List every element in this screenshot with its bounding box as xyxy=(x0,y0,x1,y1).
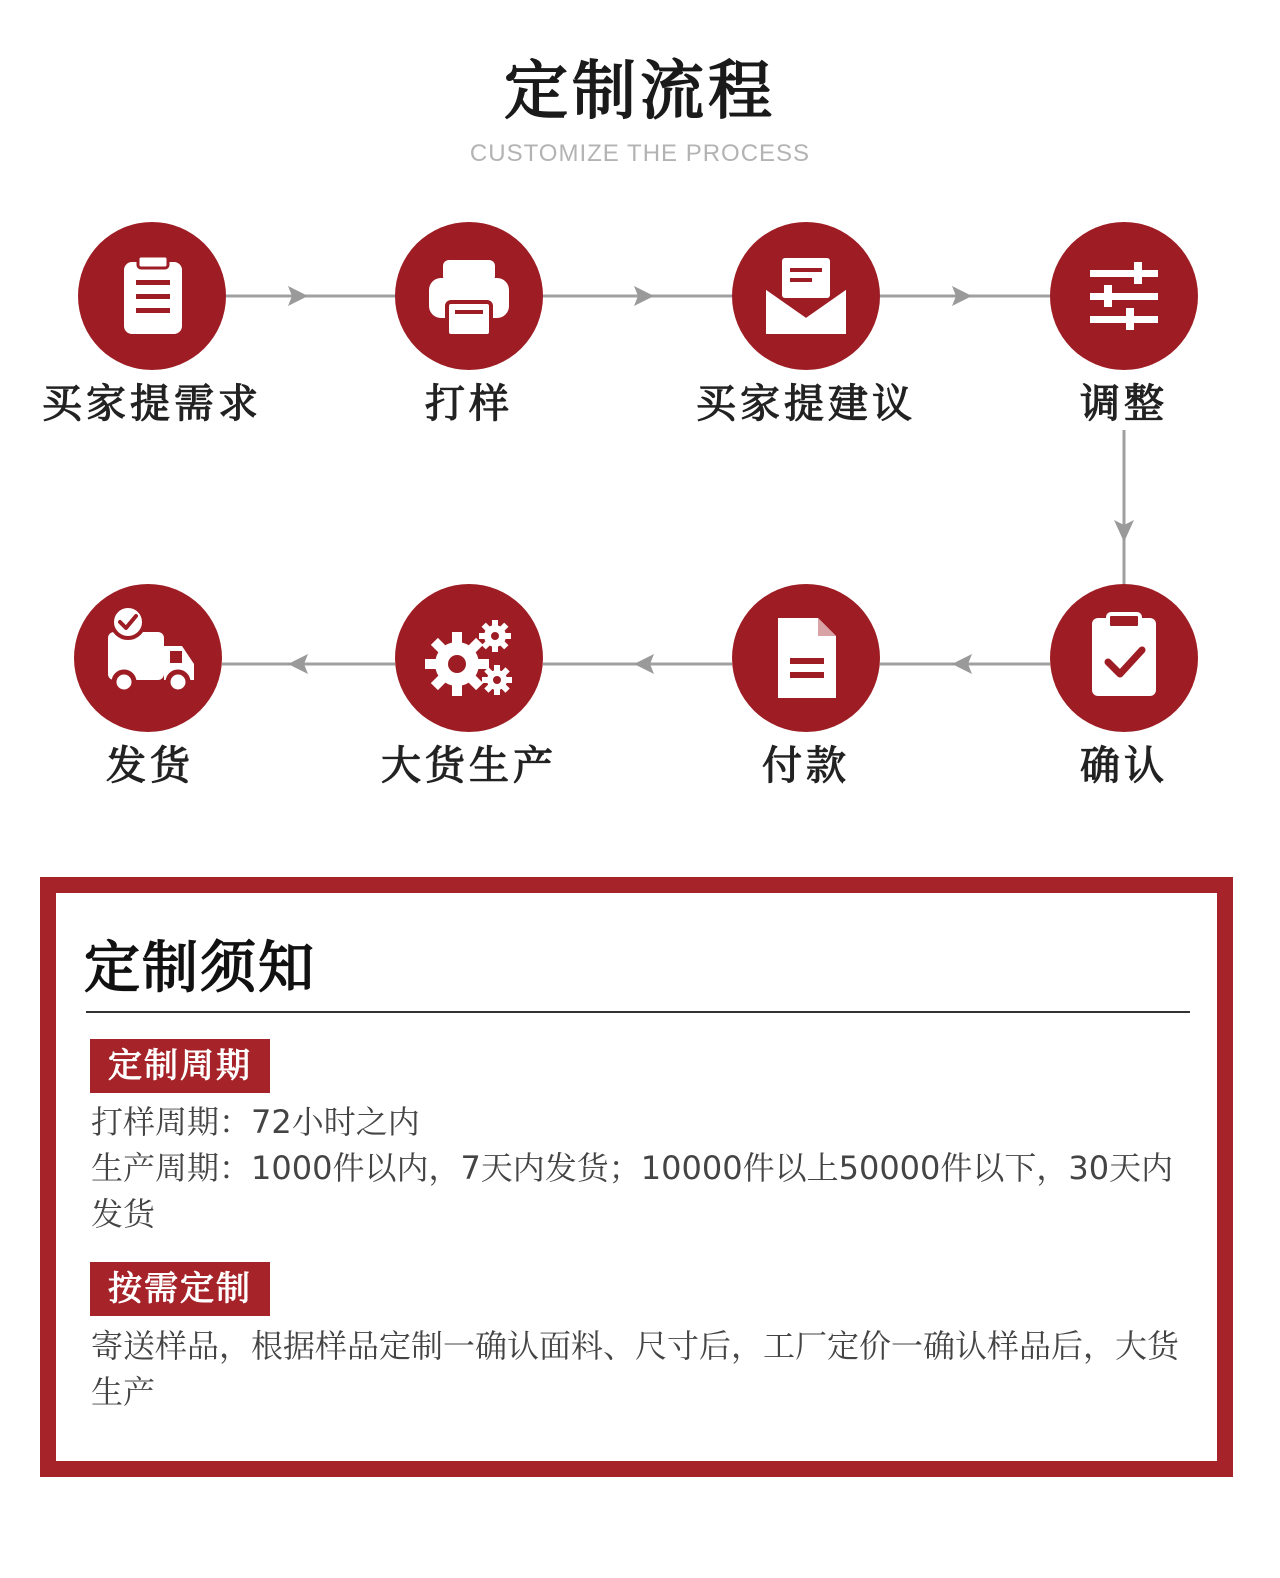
step-2-circle xyxy=(395,222,543,370)
notice-divider xyxy=(86,1011,1190,1013)
notice-title: 定制须知 xyxy=(84,936,316,1001)
envelope-icon xyxy=(732,222,880,370)
step-8-circle xyxy=(74,584,222,732)
document-icon xyxy=(732,584,880,732)
step-2-label: 打样 xyxy=(425,381,513,427)
clipboard-check-icon xyxy=(1050,584,1198,732)
step-4-circle xyxy=(1050,222,1198,370)
gears-icon xyxy=(395,584,543,732)
step-1-circle xyxy=(78,222,226,370)
step-3-circle xyxy=(732,222,880,370)
cycle-line-sample: 打样周期：72小时之内 xyxy=(91,1103,420,1141)
delivery-truck-icon xyxy=(74,584,222,732)
step-7-label: 大货生产 xyxy=(381,743,557,789)
clipboard-list-icon xyxy=(78,222,226,370)
step-7-circle xyxy=(395,584,543,732)
step-6-label: 付款 xyxy=(762,743,850,789)
custom-text: 寄送样品，根据样品定制一确认面料、尺寸后，工厂定价一确认样品后，大货生产 xyxy=(91,1327,1180,1411)
printer-icon xyxy=(395,222,543,370)
step-1-label: 买家提需求 xyxy=(42,381,262,427)
page-title: 定制流程 xyxy=(504,55,776,129)
step-6-circle xyxy=(732,584,880,732)
cycle-tag: 定制周期 xyxy=(90,1039,270,1093)
cycle-line-production: 生产周期：1000件以内，7天内发货；10000件以上50000件以下，30天内发货 xyxy=(91,1149,1174,1233)
customization-notice-box xyxy=(40,877,1233,1477)
sliders-icon xyxy=(1050,222,1198,370)
step-5-label: 确认 xyxy=(1080,743,1168,789)
page-subtitle: CUSTOMIZE THE PROCESS xyxy=(469,140,811,167)
step-5-circle xyxy=(1050,584,1198,732)
step-4-label: 调整 xyxy=(1080,381,1168,427)
step-8-label: 发货 xyxy=(106,743,194,789)
step-3-label: 买家提建议 xyxy=(696,381,916,427)
custom-tag: 按需定制 xyxy=(90,1262,270,1316)
